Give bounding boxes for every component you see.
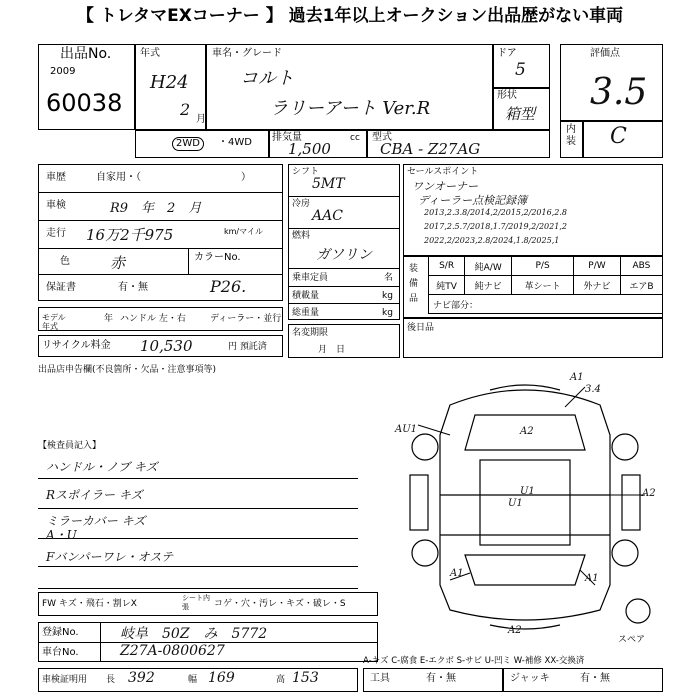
- color-label: 色: [60, 256, 70, 267]
- equip-ext-navi: 外ナビ: [574, 276, 621, 295]
- displacement-label: 排気量: [272, 132, 302, 143]
- width-value: 169: [208, 670, 235, 686]
- equipment-table: [428, 256, 663, 314]
- cooling-label: 冷房: [292, 199, 311, 209]
- lot-label: 出品No.: [60, 46, 112, 62]
- shape-label: 形状: [497, 90, 517, 101]
- shape-value: 箱型: [505, 105, 536, 123]
- capacity-label: 乗車定員: [292, 273, 329, 283]
- damage-mark-u1-roof: U1: [520, 486, 535, 497]
- equip-abs: ABS: [620, 257, 662, 276]
- equip-tv: 純TV: [429, 276, 465, 295]
- drive-4wd: ・4WD: [218, 137, 252, 148]
- jack-label: ジャッキ: [510, 673, 550, 684]
- seller-notes-label: 出品店申告欄(不良箇所・欠品・注意事項等): [38, 365, 217, 375]
- inspector-note-1: ハンドル・ノブ キズ: [46, 460, 158, 474]
- damage-mark-34: 3.4: [585, 384, 601, 395]
- later-box: [403, 318, 663, 358]
- inspector-note-5: Fバンパーワレ・オステ: [46, 550, 174, 564]
- month-unit: 月: [196, 114, 206, 125]
- warranty-value: 有・無: [118, 282, 148, 293]
- top-banner: 【 トレタマEXコーナー 】 過去1年以上オークション出品歴がない車両: [76, 6, 624, 26]
- model-label: 型式: [372, 132, 392, 143]
- capacity-unit: 名: [384, 273, 394, 283]
- displacement-unit: cc: [350, 133, 360, 143]
- sales-line-4: 2017,2.5.7/2018,1.7/2019,2/2021,2: [424, 222, 567, 231]
- shift-label: シフト: [292, 167, 320, 177]
- sales-label: セールスポイント: [407, 167, 479, 177]
- warranty-label: 保証書: [46, 282, 76, 293]
- equip-navi: 純ナビ: [465, 276, 512, 295]
- color-code-label: カラーNo.: [194, 252, 241, 263]
- sales-line-2: ディーラー点検記録簿: [418, 194, 528, 207]
- cooling-value: AAC: [312, 208, 343, 224]
- sales-line-5: 2022,2/2023,2.8/2024,1.8/2025,1: [424, 236, 560, 245]
- score-value: 3.5: [590, 72, 648, 113]
- inspection-value: R9 年 2 月: [110, 201, 202, 216]
- year-value: H24: [150, 72, 189, 93]
- tools-value: 有・無: [426, 673, 456, 684]
- inspector-label: 【検査員記入】: [38, 441, 102, 451]
- inspector-note-3: ミラーカバー キズ: [46, 514, 146, 528]
- gross-label: 総重量: [292, 308, 320, 318]
- doors-label: ドア: [497, 48, 517, 59]
- cert-label: 車検証明用: [42, 675, 88, 685]
- change-value: 月 日: [318, 345, 346, 355]
- color-value: 赤: [110, 254, 126, 272]
- lot-year-tag: 2009: [50, 66, 76, 77]
- model-year-label: モデル年式: [42, 313, 66, 331]
- spare-label: スペア: [618, 635, 646, 645]
- model-value: CBA - Z27AG: [380, 140, 481, 158]
- fw-rest: コゲ・穴・汚レ・キズ・破レ・S: [214, 599, 346, 609]
- fw-label: FW キズ・飛石・割レX: [42, 599, 137, 609]
- inspector-note-4: A・U: [46, 528, 77, 542]
- load-unit: kg: [382, 291, 393, 301]
- mileage-label: 走行: [46, 228, 66, 239]
- damage-mark-a2-bottom: A2: [508, 625, 522, 636]
- fuel-value: ガソリン: [316, 247, 372, 263]
- height-label: 高: [276, 675, 286, 685]
- equip-pw: P/W: [574, 257, 621, 276]
- reg-value: 岐阜 50Z み 5772: [120, 626, 268, 642]
- equip-navi-part: ナビ部分：: [429, 295, 663, 314]
- damage-mark-a1-top: A1: [570, 372, 584, 383]
- load-label: 積載量: [292, 291, 320, 301]
- damage-mark-a2-mid: A2: [520, 426, 534, 437]
- equip-sr: S/R: [429, 257, 465, 276]
- fuel-label: 燃料: [292, 231, 311, 241]
- damage-mark-a2-right: A2: [642, 488, 656, 499]
- dealer-label: ディーラー・並行: [210, 314, 282, 324]
- mileage-unit: km/マイル: [224, 227, 263, 236]
- width-label: 幅: [188, 675, 198, 685]
- fw-seat: シート内張: [182, 594, 210, 611]
- chassis-label: 車台No.: [42, 647, 79, 658]
- car-diagram: [380, 375, 670, 640]
- mileage-value: 16万2千975: [86, 226, 174, 244]
- damage-legend: A-キズ C-腐食 E-エクボ S-サビ U-凹ミ W-補修 XX-交換済: [363, 656, 585, 666]
- height-value: 153: [292, 670, 319, 686]
- name-value: コルト: [240, 68, 294, 89]
- reg-label: 登録No.: [42, 627, 79, 638]
- drive-2wd: 2WD: [172, 137, 204, 151]
- equip-leather: 革シート: [512, 276, 574, 295]
- damage-mark-au1: AU1: [395, 424, 418, 435]
- chassis-value: Z27A-0800627: [120, 643, 225, 659]
- car-history-value: 自家用・（ ）: [96, 172, 251, 183]
- color-code-value: P26.: [210, 277, 247, 296]
- equip-airbag: エアB: [620, 276, 662, 295]
- gross-unit: kg: [382, 308, 393, 318]
- handle-label: ハンドル 左・右: [120, 314, 186, 324]
- recycle-label: リサイクル料金: [42, 340, 111, 351]
- displacement-value: 1,500: [288, 140, 331, 158]
- damage-mark-u1: U1: [508, 498, 523, 509]
- shift-value: 5MT: [312, 176, 345, 192]
- doors-value: 5: [515, 60, 526, 80]
- car-history-label: 車歴: [46, 172, 66, 183]
- grade-value: ラリーアート Ver.R: [270, 98, 431, 119]
- interior-label: 内装: [566, 124, 576, 147]
- month-value: 2: [180, 100, 191, 119]
- equip-alloy: 純A/W: [465, 257, 512, 276]
- later-label: 後日品: [407, 323, 435, 333]
- interior-value: C: [610, 124, 627, 149]
- equip-ps: P/S: [512, 257, 574, 276]
- recycle-value: 10,530: [140, 337, 193, 355]
- damage-mark-a1-right: A1: [585, 573, 599, 584]
- model-year-suffix: 年: [104, 314, 114, 324]
- name-label: 車名・グレード: [212, 48, 282, 59]
- recycle-suffix: 円 預託済: [228, 342, 267, 352]
- length-value: 392: [128, 670, 155, 686]
- inspection-label: 車検: [46, 200, 66, 211]
- damage-mark-a1-left: A1: [450, 568, 464, 579]
- change-label: 名変期限: [292, 328, 329, 338]
- sales-line-3: 2013,2.3.8/2014,2/2015,2/2016,2.8: [424, 208, 567, 217]
- jack-value: 有・無: [580, 673, 610, 684]
- inspector-note-2: Rスポイラー キズ: [46, 488, 143, 502]
- lot-number: 60038: [46, 89, 123, 117]
- score-label: 評価点: [590, 48, 620, 59]
- equipment-label: 装備品: [409, 264, 419, 304]
- sales-line-1: ワンオーナー: [412, 180, 478, 193]
- year-label: 年式: [140, 48, 160, 59]
- tools-label: 工具: [370, 673, 390, 684]
- length-label: 長: [106, 675, 116, 685]
